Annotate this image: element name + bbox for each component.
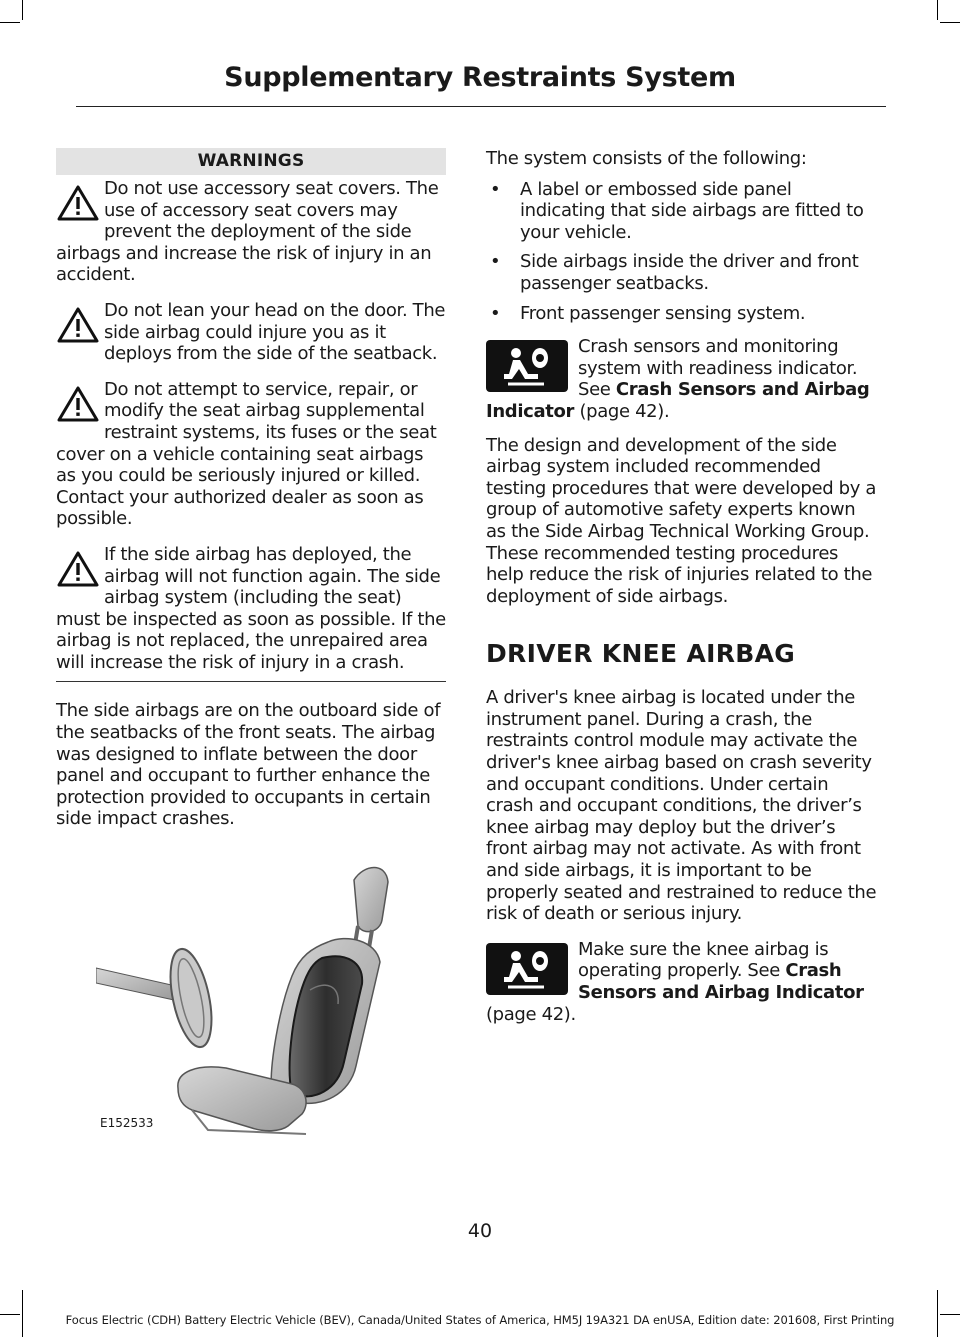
airbag-indicator-icon — [486, 340, 568, 392]
indicator-text: Crash sensors and monitoring system with readiness indicator. See — [578, 336, 858, 401]
list-item: • Side airbags inside the driver and front passenger seatbacks. — [486, 251, 880, 294]
crop-mark — [0, 22, 20, 23]
warning-text: Do not use accessory seat covers. The use of accessory seat covers may prevent the deployment of the side airbags and increase the risk of injury in an accident. — [56, 178, 439, 286]
warning-triangle-icon — [56, 184, 100, 222]
warning-text: Do not lean your head on the door. The side airbag could injure you as it deploys from the side of the seatback. — [104, 299, 446, 365]
warning-triangle-icon — [56, 306, 100, 344]
warning-item — [56, 379, 446, 530]
page-title: Supplementary Restraints System — [224, 62, 736, 93]
system-intro: The system consists of the following: — [486, 148, 807, 169]
warning-item — [56, 178, 446, 286]
knee-airbag-paragraph: A driver's knee airbag is located under the instrument panel. During a crash, the restraints control module may activate the driver's knee airbag based on crash severity and occupant conditions. Under certain crash and occupant conditions, the driver’s knee airbag may deploy but the driver’s front airbag may not activate. As with front and side airbags, it is important to be properly seated and restrained to reduce the risk of death or serious injury. — [486, 687, 877, 925]
figure-code: E152533 — [100, 1116, 154, 1130]
page-number: 40 — [467, 1220, 493, 1242]
warning-triangle-icon — [56, 385, 100, 423]
seat-illustration-graphic — [96, 858, 446, 1138]
list-item: • Front passenger sensing system. — [486, 303, 880, 325]
crop-mark — [22, 0, 23, 20]
indicator-text: Make sure the knee airbag is operating properly. See — [578, 938, 829, 982]
crop-mark — [937, 0, 938, 20]
indicator-note — [486, 939, 880, 1025]
warning-triangle-icon — [56, 550, 100, 588]
warning-item — [56, 544, 446, 674]
indicator-note — [486, 336, 880, 422]
page-reference: (page 42). — [574, 400, 670, 422]
side-airbag-description: The side airbags are on the outboard side of the seatbacks of the front seats. The airbag was designed to inflate between the door panel and occupant to further enhance the protection provided to occupants in certain side impact crashes. — [56, 700, 441, 830]
crash-sensors-link[interactable]: Crash Sensors and Airbag Indicator — [486, 379, 870, 422]
seat-airbag-illustration — [96, 858, 446, 1138]
left-column — [56, 148, 446, 844]
list-item: • A label or embossed side panel indicating that side airbags are fitted to your vehicle. — [486, 179, 880, 244]
right-column — [486, 148, 880, 1037]
section-heading-knee-airbag: DRIVER KNEE AIRBAG — [486, 639, 796, 669]
side-airbag-design-paragraph: The design and development of the side airbag system included recommended testing procedures that were developed by a group of automotive safety experts known as the Side Airbag Technical Working Group. These recommended testing procedures help reduce the risk of injuries related to the deployment of side airbags. — [486, 434, 877, 607]
crop-mark — [940, 22, 960, 23]
title-divider — [76, 106, 886, 107]
warning-text: If the side airbag has deployed, the airbag will not function again. The side airbag system (including the seat) must be inspected as soon as possible. If the airbag is not replaced, the unrepaired area will increase the risk of injury in a crash. — [56, 543, 446, 673]
footer-edition-info: Focus Electric (CDH) Battery Electric Vehicle (BEV), Canada/United States of America, HM5J 19A321 DA enUSA, Edition date: 201608, First Printing — [65, 1313, 895, 1327]
system-components-list — [486, 179, 880, 325]
page-reference: (page 42). — [486, 1003, 576, 1025]
crash-sensors-link[interactable]: Crash Sensors and Airbag Indicator — [578, 960, 864, 1003]
airbag-indicator-icon — [486, 943, 568, 995]
warnings-heading: WARNINGS — [56, 148, 446, 175]
warning-item — [56, 300, 446, 365]
warning-text: Do not attempt to service, repair, or modify the seat airbag supplemental restraint systems, its fuses or the seat cover on a vehicle containing seat airbags as you could be seriously injured or killed. Contact your authorized dealer as soon as possible. — [56, 378, 437, 530]
warnings-list — [56, 178, 446, 682]
